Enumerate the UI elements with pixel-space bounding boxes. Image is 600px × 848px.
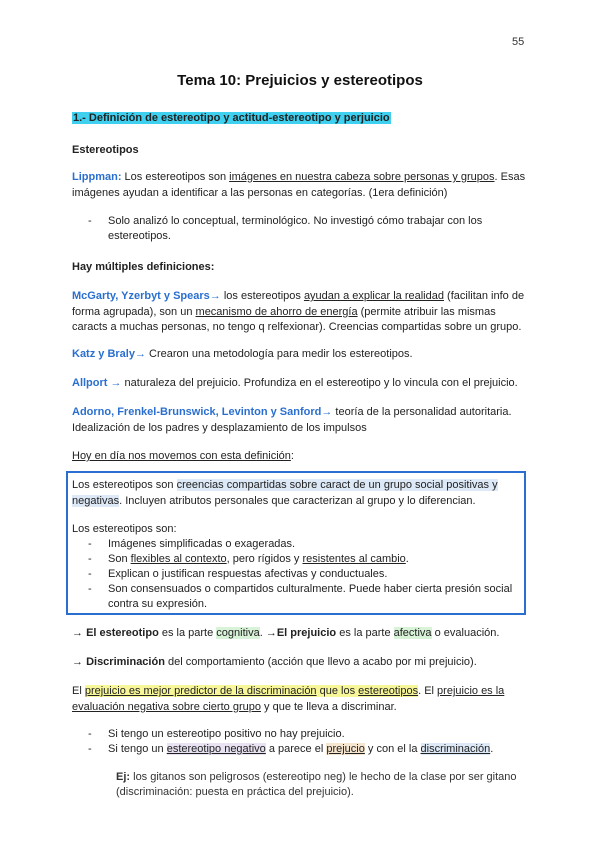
final-bullet-2-text-3: y con el la [364,743,421,755]
allport-text: naturaleza del prejuicio. Profundiza en el estereotipo y lo vincula con el prejuicio. [121,377,518,389]
predictor-text-4: y que te lleva a discriminar. [260,700,397,713]
final-bullet-2 [108,742,528,757]
predictor-text-2: que los [316,685,359,697]
box-item-3: Explican o justifican respuestas afectivas y conductuales. [108,568,388,580]
mcgarty-text-2: (facilitan info de forma agrupada), son un [72,290,525,318]
final-bullet-2-underlined-1: estereotipo negativo [166,743,266,755]
predictor-underlined-2: estereotipos [358,685,419,697]
estereotipo-text-1: es la parte [158,627,217,639]
box-item-4: Son consensuados o compartidos culturalmente. Puede haber cierta presión social contra su expresión. [108,583,513,610]
list-item: - Si tengo un estereotipo negativo a parece el prejucio y con el la discriminación. [88,742,528,757]
box-item-2-underlined-1: flexibles al contexto [130,553,227,565]
example-label: Ej: [116,771,131,783]
page-number: 55 [512,36,525,48]
arrow-1: → [72,627,87,639]
mcgarty-underlined-2: mecanismo de ahorro de energía [195,305,358,318]
box-item-2-text-3: . [405,553,409,565]
predictor-text-3: . El [418,685,438,697]
box-item-2-text-2: , pero rígidos y [226,553,303,565]
final-bullet-2-text-4: . [490,743,494,755]
discriminacion-bold: Discriminación [86,656,165,668]
hoy-line [72,449,528,465]
lippman-text-1: Los estereotipos son [121,171,230,183]
lippman-bullet-text: Solo analizó lo conceptual, terminológico. No investigó cómo trabajar con los estereotipos. [108,215,483,242]
lippman-underlined: imágenes en nuestra cabeza sobre personas y grupos [229,171,495,183]
section-heading: 1.- Definición de estereotipo y actitud-estereotipo y perjuicio [73,112,390,124]
final-bullet-1: Si tengo un estereotipo positivo no hay prejuicio. [108,728,345,740]
subheading-estereotipos: Estereotipos [72,144,139,156]
author-mcgarty: McGarty, Yzerbyt y Spears→ [72,290,221,302]
katz-paragraph [72,347,528,363]
list-item: - Si tengo un estereotipo positivo no hay prejuicio. [88,727,528,742]
mcgarty-text-3: (permite atribuir las mismas caracts a muchas personas, no tengo q relfexionar). Creencias compartidas sobre un grupo. [72,305,522,333]
mcgarty-underlined-1: ayudan a explicar la realidad [303,290,444,302]
author-adorno: Adorno, Frenkel-Brunswick, Levinton y Sanford→ [72,406,333,418]
adorno-paragraph [72,405,528,436]
box-definition [72,478,512,509]
afectiva-highlight: afectiva [393,627,432,639]
estereotipo-text-4: o evaluación. [431,627,500,639]
final-bullet-2-underlined-3: discriminación [420,743,491,755]
mcgarty-paragraph [72,289,528,336]
box-item-2-underlined-2: resistentes al cambio [302,553,406,565]
predictor-underlined-3: prejuicio es la evaluación negativa sobre cierto grupo [72,685,505,713]
final-bullet-2-text-2: a parece el [265,743,327,755]
multiple-definitions-heading: Hay múltiples definiciones: [72,261,215,273]
example-paragraph [116,770,528,800]
box-item-2 [108,552,528,567]
list-item: - Son consensuados o compartidos culturalmente. Puede haber cierta presión social contra su expresión. [88,582,528,612]
discriminacion-text: del comportamiento (acción que llevo a acabo por mi prejuicio). [164,656,477,668]
predictor-paragraph [72,684,528,715]
page-title: Tema 10: Prejuicios y estereotipos [177,72,423,89]
mcgarty-text-1: los estereotipos [220,290,304,302]
list-item: - Solo analizó lo conceptual, terminológico. No investigó cómo trabajar con los estereotipos. [88,214,528,244]
estereotipo-bold: El estereotipo [86,627,159,639]
example-text: los gitanos son peligrosos (estereotipo neg) le hecho de la clase por ser gitano (discriminación: puesta en práctica del prejuicio). [116,771,517,798]
final-bullet-2-text-1: Si tengo un [108,743,167,755]
author-lippman: Lippman: [72,171,122,183]
list-item: - Explican o justifican respuestas afectivas y conductuales. [88,567,528,582]
adorno-text: teoría de la personalidad autoritaria. Idealización de los padres y desplazamiento de los impulsos [72,406,512,434]
author-allport: Allport → [72,377,122,389]
prejuicio-bold: El prejuicio [276,627,337,639]
hoy-colon: : [290,450,294,462]
allport-paragraph [72,376,528,392]
estereotipo-prejuicio-line [72,626,528,642]
box-text-2: . Incluyen atributos personales que caracterizan al grupo y lo diferencian. [119,494,476,507]
box-intro: Los estereotipos son: [72,523,177,535]
discriminacion-line [72,655,528,671]
estereotipo-text-3: es la parte [336,627,394,639]
box-item-1: Imágenes simplificadas o exageradas. [108,538,296,550]
list-item: - Son flexibles al contexto, pero rígidos y resistentes al cambio. [88,552,528,567]
list-item: - Imágenes simplificadas o exageradas. [88,537,528,552]
box-highlight: creencias compartidas sobre caract de un grupo social positivas y negativas [72,479,498,507]
hoy-underlined: Hoy en día nos movemos con esta definición [72,450,291,462]
predictor-underlined-1: prejuicio es mejor predictor de la discriminación [84,685,317,697]
final-bullet-2-underlined-2: prejucio [326,743,365,755]
author-katz: Katz y Braly→ [72,348,146,360]
box-item-2-text-1: Son [108,553,131,565]
arrow-2: → [72,656,87,668]
lippman-text-2: . Esas imágenes ayudan a identificar a las personas en categorías. (1era definición) [72,171,526,199]
predictor-text-1: El [72,685,85,697]
cognitiva-highlight: cognitiva [216,627,260,639]
katz-text: Crearon una metodología para medir los estereotipos. [145,348,413,360]
box-text-1: Los estereotipos son [72,479,177,491]
estereotipo-text-2: . → [259,627,277,639]
lippman-paragraph [72,170,528,201]
